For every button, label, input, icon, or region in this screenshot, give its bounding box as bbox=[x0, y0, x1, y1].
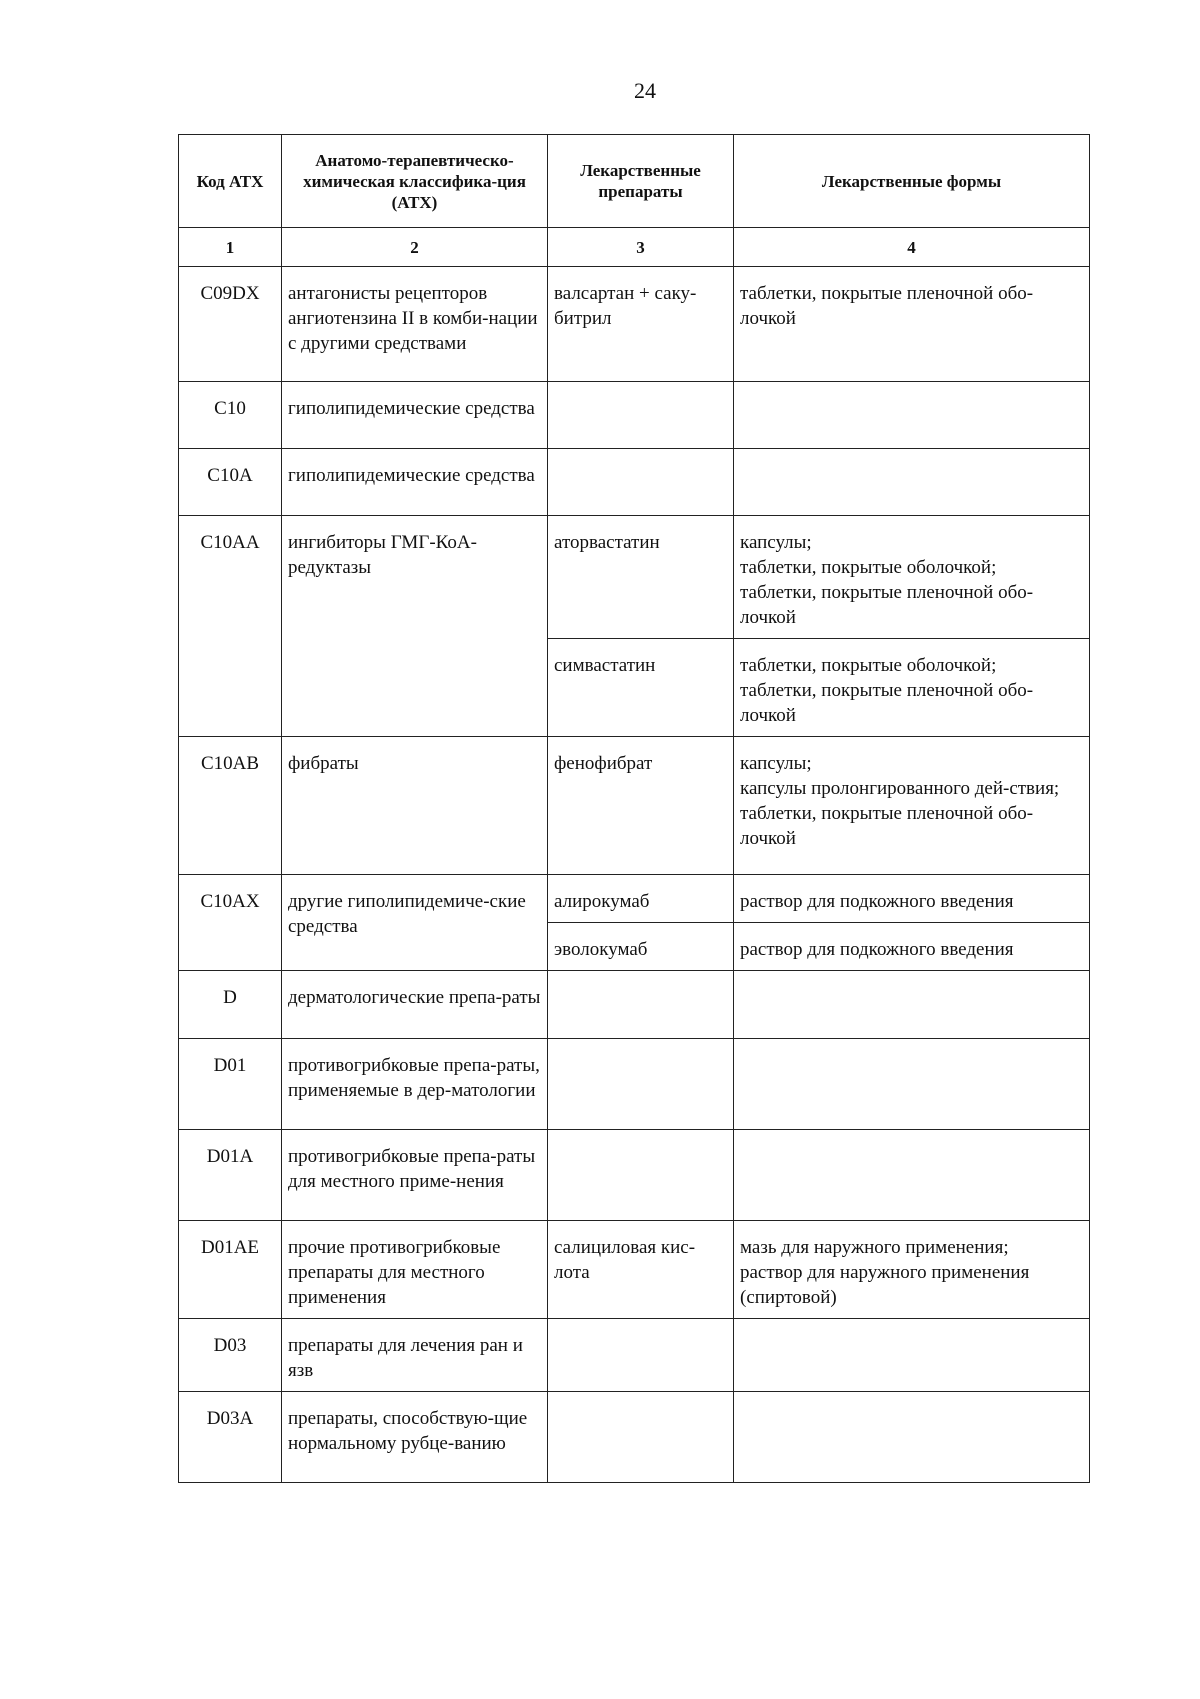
classification-cell: препараты для лечения ран и язв bbox=[282, 1319, 548, 1392]
table-row bbox=[179, 1130, 1090, 1221]
column-number: 2 bbox=[282, 228, 548, 267]
page-number: 24 bbox=[634, 78, 656, 103]
forms-cell bbox=[734, 382, 1090, 449]
forms-cell bbox=[734, 971, 1090, 1039]
forms-cell: капсулы; таблетки, покрытые оболочкой; таблетки, покрытые пленочной обо-лочкой bbox=[734, 516, 1090, 639]
drug-cell: валсартан + саку-битрил bbox=[548, 267, 734, 382]
classification-cell: гиполипидемические средства bbox=[282, 449, 548, 516]
forms-cell: таблетки, покрытые оболочкой; таблетки, покрытые пленочной обо-лочкой bbox=[734, 639, 1090, 737]
forms-cell: раствор для подкожного введения bbox=[734, 875, 1090, 923]
table-row bbox=[179, 971, 1090, 1039]
forms-cell bbox=[734, 1039, 1090, 1130]
atx-code-cell: D01AE bbox=[179, 1221, 282, 1319]
forms-cell bbox=[734, 1392, 1090, 1483]
drug-cell bbox=[548, 971, 734, 1039]
atx-code-cell: D03A bbox=[179, 1392, 282, 1483]
atx-code-cell: C10AA bbox=[179, 516, 282, 737]
atx-table bbox=[178, 134, 1090, 1483]
atx-code-cell: C09DX bbox=[179, 267, 282, 382]
table-row bbox=[179, 267, 1090, 382]
forms-cell: мазь для наружного применения; раствор для наружного применения (спиртовой) bbox=[734, 1221, 1090, 1319]
drug-cell: симвастатин bbox=[548, 639, 734, 737]
header-row bbox=[179, 135, 1090, 228]
drug-cell bbox=[548, 1130, 734, 1221]
classification-cell: дерматологические препа-раты bbox=[282, 971, 548, 1039]
atx-code-cell: C10AX bbox=[179, 875, 282, 971]
classification-cell: ингибиторы ГМГ-КоА-редуктазы bbox=[282, 516, 548, 737]
header-code: Код АТХ bbox=[179, 135, 282, 228]
classification-cell: противогрибковые препа-раты для местного приме-нения bbox=[282, 1130, 548, 1221]
table-row bbox=[179, 875, 1090, 923]
atx-code-cell: C10AB bbox=[179, 737, 282, 875]
drug-cell: алирокумаб bbox=[548, 875, 734, 923]
table-row bbox=[179, 382, 1090, 449]
atx-code-cell: D01 bbox=[179, 1039, 282, 1130]
classification-cell: гиполипидемические средства bbox=[282, 382, 548, 449]
column-number: 4 bbox=[734, 228, 1090, 267]
drug-cell: фенофибрат bbox=[548, 737, 734, 875]
atx-code-cell: D01A bbox=[179, 1130, 282, 1221]
drug-cell bbox=[548, 1039, 734, 1130]
column-number: 1 bbox=[179, 228, 282, 267]
drug-cell: эволокумаб bbox=[548, 923, 734, 971]
column-number-row bbox=[179, 228, 1090, 267]
classification-cell: другие гиполипидемиче-ские средства bbox=[282, 875, 548, 971]
drug-cell bbox=[548, 382, 734, 449]
header-classification: Анатомо-терапевтическо-химическая классифика-ция (АТХ) bbox=[282, 135, 548, 228]
table-row bbox=[179, 1039, 1090, 1130]
table-header bbox=[179, 135, 1090, 267]
classification-cell: прочие противогрибковые препараты для местного применения bbox=[282, 1221, 548, 1319]
drug-cell bbox=[548, 449, 734, 516]
forms-cell: капсулы; капсулы пролонгированного дей-ствия; таблетки, покрытые пленочной обо-лочкой bbox=[734, 737, 1090, 875]
drug-cell bbox=[548, 1319, 734, 1392]
drug-cell bbox=[548, 1392, 734, 1483]
forms-cell bbox=[734, 1130, 1090, 1221]
table-body bbox=[179, 267, 1090, 1483]
classification-cell: препараты, способствую-щие нормальному рубце-ванию bbox=[282, 1392, 548, 1483]
drug-cell: аторвастатин bbox=[548, 516, 734, 639]
classification-cell: антагонисты рецепторов ангиотензина II в комби-нации с другими средствами bbox=[282, 267, 548, 382]
header-drugs: Лекарственные препараты bbox=[548, 135, 734, 228]
table-row bbox=[179, 1319, 1090, 1392]
table-row bbox=[179, 516, 1090, 639]
forms-cell bbox=[734, 449, 1090, 516]
atx-code-cell: D03 bbox=[179, 1319, 282, 1392]
table-row bbox=[179, 449, 1090, 516]
forms-cell: таблетки, покрытые пленочной обо-лочкой bbox=[734, 267, 1090, 382]
table-row bbox=[179, 1221, 1090, 1319]
table-row bbox=[179, 737, 1090, 875]
forms-cell: раствор для подкожного введения bbox=[734, 923, 1090, 971]
classification-cell: фибраты bbox=[282, 737, 548, 875]
atx-code-cell: D bbox=[179, 971, 282, 1039]
classification-cell: противогрибковые препа-раты, применяемые в дер-матологии bbox=[282, 1039, 548, 1130]
column-number: 3 bbox=[548, 228, 734, 267]
table-row bbox=[179, 1392, 1090, 1483]
atx-code-cell: C10 bbox=[179, 382, 282, 449]
forms-cell bbox=[734, 1319, 1090, 1392]
header-forms: Лекарственные формы bbox=[734, 135, 1090, 228]
drug-cell: салициловая кис-лота bbox=[548, 1221, 734, 1319]
atx-code-cell: C10A bbox=[179, 449, 282, 516]
